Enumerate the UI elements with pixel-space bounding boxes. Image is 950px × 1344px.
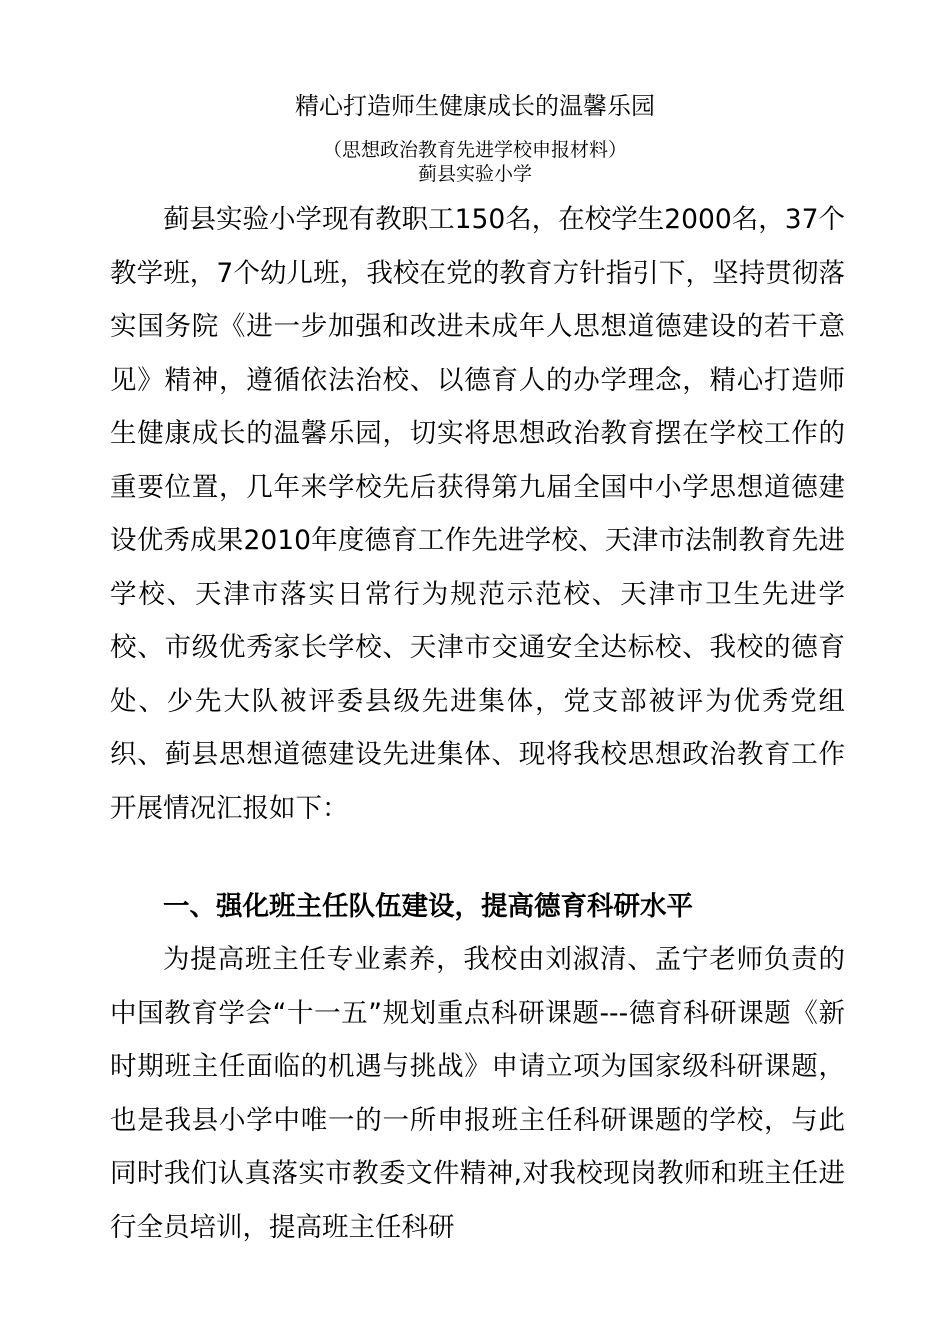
- document-subtitle: （思想政治教育先进学校申报材料）: [322, 139, 627, 161]
- intro-paragraph: 蓟县实验小学现有教职工150名，在校学生2000名，37个教学班，7个幼儿班，我校在党的教育方针指引下，坚持贯彻落实国务院《进一步加强和改进未成年人思想道德建设的若干意见》精神，遵循依法治校、以德育人的办学理念，精心打造师生健康成长的温馨乐园，切实将思想政治教育摆在学校工作的重要位置，几年来学校先后获得第九届全国中小学思想道德建设优秀成果2010年度德育工作先进学校、天津市法制教育先进学校、天津市落实日常行为规范示范校、天津市卫生先进学校、市级优秀家长学校、天津市交通安全达标校、我校的德育处、少先大队被评委县级先进集体，党支部被评为优秀党组织、蓟县思想道德建设先进集体、现将我校思想政治教育工作开展情况汇报如下：: [110, 204, 845, 824]
- document-author: 蓟县实验小学: [417, 163, 532, 185]
- section-1-paragraph: 为提高班主任专业素养，我校由刘淑清、孟宁老师负责的中国教育学会“十一五”规划重点科研课题---德育科研课题《新时期班主任面临的机遇与挑战》申请立项为国家级科研课题，也是我县小学中唯一的一所申报班主任科研课题的学校，与此同时我们认真落实市教委文件精神,对我校现岗教师和班主任进行全员培训，提高班主任科研: [110, 944, 845, 1243]
- document-title: 精心打造师生健康成长的温馨乐园: [295, 92, 655, 120]
- section-heading-1: 一、强化班主任队伍建设，提高德育科研水平: [163, 891, 693, 922]
